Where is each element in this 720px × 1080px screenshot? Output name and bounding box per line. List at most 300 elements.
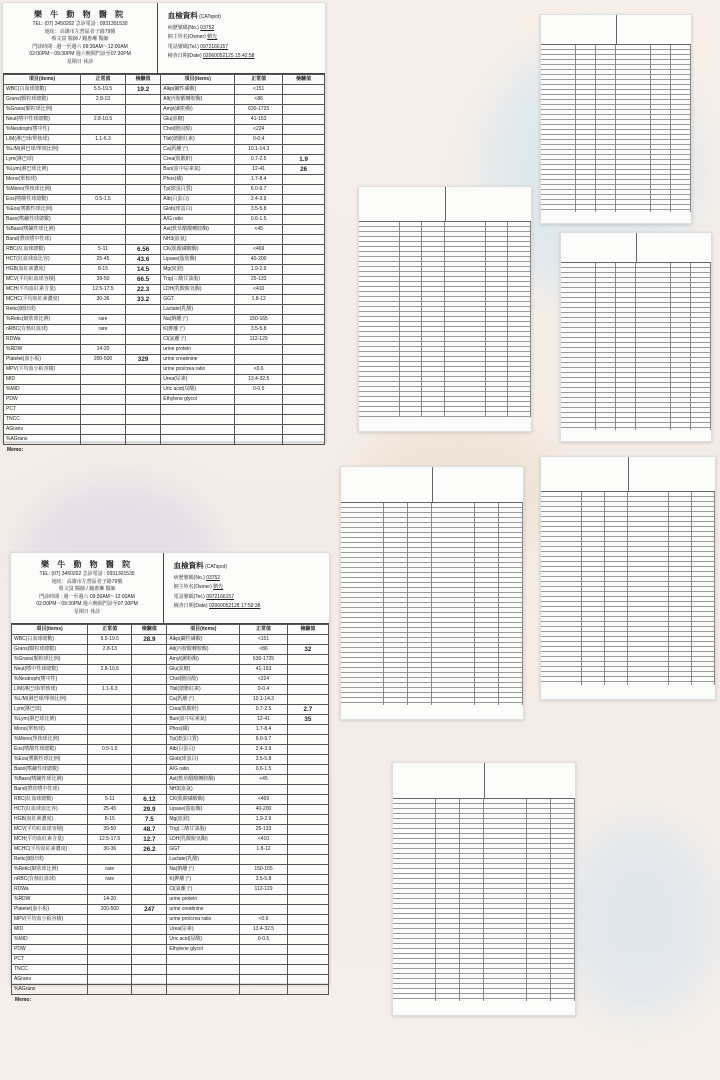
normal-range: rare bbox=[88, 864, 132, 874]
table-row bbox=[4, 204, 325, 214]
table-row bbox=[12, 724, 329, 734]
table-row bbox=[4, 374, 325, 384]
item-name: urine pro/crea ratio bbox=[167, 914, 240, 924]
table-row bbox=[12, 764, 329, 774]
test-value bbox=[125, 414, 160, 424]
normal-range bbox=[81, 204, 126, 214]
item-name: %AGrans bbox=[4, 434, 81, 444]
test-value bbox=[132, 654, 167, 664]
test-value bbox=[132, 914, 167, 924]
table-row bbox=[4, 394, 325, 404]
test-value bbox=[287, 924, 328, 934]
test-value bbox=[283, 174, 325, 184]
item-name: Urea(尿素) bbox=[161, 374, 235, 384]
test-value bbox=[287, 744, 328, 754]
table-row bbox=[12, 984, 329, 994]
normal-range: 1.1-6.3 bbox=[81, 134, 126, 144]
table-row bbox=[4, 114, 325, 124]
normal-range: 1.8-12 bbox=[235, 294, 283, 304]
item-name: Glob(球蛋白) bbox=[161, 204, 235, 214]
item-name: urine protein bbox=[161, 344, 235, 354]
table-row bbox=[4, 124, 325, 134]
item-name: Retic(網狀球) bbox=[12, 854, 88, 864]
normal-range: 112-129 bbox=[235, 334, 283, 344]
test-value bbox=[287, 844, 328, 854]
item-name: Ca(鈣離子) bbox=[161, 144, 235, 154]
normal-range: 1.1-6.3 bbox=[88, 684, 132, 694]
test-value bbox=[132, 764, 167, 774]
item-name: TNCC bbox=[12, 964, 88, 974]
table-header-row bbox=[12, 624, 329, 634]
normal-range: 12-41 bbox=[235, 164, 283, 174]
item-name: Urea(尿素) bbox=[167, 924, 240, 934]
test-value bbox=[287, 724, 328, 734]
normal-range bbox=[88, 714, 132, 724]
normal-range: 25-133 bbox=[240, 824, 288, 834]
clinic-info bbox=[3, 3, 158, 73]
test-value bbox=[287, 874, 328, 884]
test-value bbox=[283, 254, 325, 264]
item-name: Neut(嗜中性球總數) bbox=[12, 664, 88, 674]
item-name: Platelet(血小板) bbox=[4, 354, 81, 364]
table-row bbox=[4, 244, 325, 254]
clinic-hours-2: 02:00PM～09:30PM 週六晚間門診至07:30PM bbox=[36, 601, 138, 608]
normal-range: <410 bbox=[235, 284, 283, 294]
item-name: %Neutroph(嗜中性) bbox=[12, 674, 88, 684]
item-name: RDWa bbox=[12, 884, 88, 894]
normal-range bbox=[81, 394, 126, 404]
normal-range: rare bbox=[81, 314, 126, 324]
test-value bbox=[132, 874, 167, 884]
item-name: L/M(淋巴球/單核球) bbox=[4, 134, 81, 144]
normal-range bbox=[235, 404, 283, 414]
clinic-address: 地址：高雄市左營區者子路79號 bbox=[51, 578, 123, 585]
test-value bbox=[132, 644, 167, 654]
record-no-label: 病歷號碼(No.) bbox=[167, 24, 199, 31]
item-name: Baso(嗜鹼性球總數) bbox=[4, 214, 81, 224]
test-value bbox=[283, 124, 325, 134]
normal-range bbox=[235, 354, 283, 364]
normal-range bbox=[88, 974, 132, 984]
table-row bbox=[4, 224, 325, 234]
table-row bbox=[4, 354, 325, 364]
normal-range: 3.5-5.8 bbox=[235, 324, 283, 334]
normal-range: 13.4-32.5 bbox=[240, 924, 288, 934]
item-name: MID bbox=[12, 924, 88, 934]
column-header: 項目(items) bbox=[4, 74, 81, 84]
test-value bbox=[132, 784, 167, 794]
table-row bbox=[4, 424, 325, 434]
item-name bbox=[167, 954, 240, 964]
test-value bbox=[283, 424, 325, 434]
test-value bbox=[283, 244, 325, 254]
item-name: Phos(磷) bbox=[167, 724, 240, 734]
item-name: HGB(血紅素濃度) bbox=[4, 264, 81, 274]
normal-range: 0-0.5 bbox=[240, 934, 288, 944]
normal-range: 6.0-9.7 bbox=[240, 734, 288, 744]
item-name: AGrans bbox=[4, 424, 81, 434]
test-value bbox=[287, 964, 328, 974]
item-name: PCT bbox=[12, 954, 88, 964]
item-name: Amyl(澱粉酶) bbox=[167, 654, 240, 664]
test-value: 35 bbox=[287, 714, 328, 724]
normal-range: 200-500 bbox=[88, 904, 132, 914]
test-value: 22.3 bbox=[125, 284, 160, 294]
lab-report-thumbnail bbox=[560, 232, 712, 442]
normal-range bbox=[240, 944, 288, 954]
normal-range bbox=[240, 784, 288, 794]
normal-range bbox=[88, 934, 132, 944]
test-value: 6.56 bbox=[125, 244, 160, 254]
normal-range bbox=[240, 984, 288, 994]
item-name: nRBC(有核紅血球) bbox=[12, 874, 88, 884]
test-value bbox=[283, 344, 325, 354]
item-name: MCHC(平均血紅素濃度) bbox=[12, 844, 88, 854]
item-name bbox=[167, 984, 240, 994]
normal-range: 1.9-2.9 bbox=[240, 814, 288, 824]
item-name: Baso(嗜鹼性球總數) bbox=[12, 764, 88, 774]
normal-range: 3.5-5.8 bbox=[240, 754, 288, 764]
background-blob bbox=[560, 820, 720, 1020]
test-value bbox=[283, 144, 325, 154]
normal-range bbox=[240, 974, 288, 984]
normal-range: rare bbox=[88, 874, 132, 884]
normal-range bbox=[81, 164, 126, 174]
item-name: nRBC(有核紅血球) bbox=[4, 324, 81, 334]
item-name: Trig(三酸甘油脂) bbox=[167, 824, 240, 834]
thumbnail-content bbox=[561, 233, 711, 441]
normal-range: 40-200 bbox=[240, 804, 288, 814]
item-name bbox=[167, 974, 240, 984]
normal-range: 5-11 bbox=[81, 244, 126, 254]
table-row bbox=[12, 814, 329, 824]
item-name: MCH(平均血紅素含量) bbox=[4, 284, 81, 294]
normal-range: 2.8-13 bbox=[81, 94, 126, 104]
test-value bbox=[287, 894, 328, 904]
normal-range bbox=[88, 704, 132, 714]
item-name: Alt(丙胺酸轉胺酶) bbox=[167, 644, 240, 654]
test-value: 43.6 bbox=[125, 254, 160, 264]
normal-range bbox=[81, 224, 126, 234]
test-value bbox=[287, 794, 328, 804]
item-name: K(鉀離子) bbox=[167, 874, 240, 884]
item-name bbox=[167, 964, 240, 974]
date-label: 檢查日期(Date) bbox=[173, 603, 208, 610]
normal-range: 1.7-8.4 bbox=[240, 724, 288, 734]
normal-range: <86 bbox=[235, 94, 283, 104]
item-name: Trig(三酸甘油脂) bbox=[161, 274, 235, 284]
thumbnail-content bbox=[393, 763, 575, 1015]
lab-report-thumbnail bbox=[392, 762, 576, 1016]
item-name: Chol(膽固醇) bbox=[167, 674, 240, 684]
clinic-hours: 門診時間 : 週一至週六 09:30AM～12:00AM bbox=[32, 43, 128, 50]
test-value bbox=[287, 954, 328, 964]
normal-range: 10.1-14.3 bbox=[235, 144, 283, 154]
normal-range bbox=[88, 964, 132, 974]
item-name: %Eos(嗜酸性球比例) bbox=[12, 754, 88, 764]
test-value bbox=[132, 954, 167, 964]
normal-range bbox=[81, 214, 126, 224]
test-value bbox=[283, 264, 325, 274]
item-name: Cl(氯離子) bbox=[167, 884, 240, 894]
normal-range: 630-1725 bbox=[240, 654, 288, 664]
item-name: Uric acid(尿酸) bbox=[167, 934, 240, 944]
table-row bbox=[4, 364, 325, 374]
test-value bbox=[132, 714, 167, 724]
column-header: 正常值 bbox=[235, 74, 283, 84]
table-row bbox=[4, 434, 325, 444]
clinic-address: 地址：高雄市左營區者子路79號 bbox=[44, 28, 116, 35]
item-name: %Baso(嗜鹼性球比例) bbox=[4, 224, 81, 234]
test-value bbox=[132, 884, 167, 894]
normal-range: 40-200 bbox=[235, 254, 283, 264]
normal-range: 0.7-2.5 bbox=[235, 154, 283, 164]
item-name: Glob(球蛋白) bbox=[167, 754, 240, 764]
normal-range: 41-153 bbox=[235, 114, 283, 124]
normal-range bbox=[81, 184, 126, 194]
table-row bbox=[12, 804, 329, 814]
table-row bbox=[12, 904, 329, 914]
normal-range bbox=[81, 404, 126, 414]
test-value bbox=[283, 194, 325, 204]
normal-range: 3.5-5.8 bbox=[240, 874, 288, 884]
test-value bbox=[283, 114, 325, 124]
item-name: Lipase(脂肪酶) bbox=[161, 254, 235, 264]
item-name: K(鉀離子) bbox=[161, 324, 235, 334]
normal-range: <0.6 bbox=[235, 364, 283, 374]
test-value bbox=[283, 94, 325, 104]
test-value bbox=[283, 184, 325, 194]
item-name: Cl(氯離子) bbox=[161, 334, 235, 344]
table-row bbox=[12, 754, 329, 764]
test-value: 26.2 bbox=[132, 844, 167, 854]
item-name: PDW bbox=[12, 944, 88, 954]
table-header-row bbox=[4, 74, 325, 84]
normal-range: <151 bbox=[240, 634, 288, 644]
test-value bbox=[125, 364, 160, 374]
test-value: 14.5 bbox=[125, 264, 160, 274]
item-name: Tbil(總膽紅素) bbox=[167, 684, 240, 694]
test-value bbox=[283, 364, 325, 374]
test-value bbox=[125, 204, 160, 214]
column-header: 項目(items) bbox=[161, 74, 235, 84]
item-name: Tp(總蛋白質) bbox=[167, 734, 240, 744]
column-header: 檢驗值 bbox=[283, 74, 325, 84]
test-value bbox=[283, 434, 325, 444]
test-value bbox=[132, 984, 167, 994]
test-value bbox=[132, 704, 167, 714]
table-row bbox=[12, 974, 329, 984]
normal-range: 12.5-17.5 bbox=[88, 834, 132, 844]
normal-range: 5.5-19.5 bbox=[81, 84, 126, 94]
owner-value: 劉先 bbox=[207, 34, 218, 41]
column-header: 正常值 bbox=[81, 74, 126, 84]
test-value bbox=[125, 184, 160, 194]
normal-range bbox=[88, 694, 132, 704]
item-name: Crea(肌酸酐) bbox=[167, 704, 240, 714]
test-value bbox=[125, 134, 160, 144]
normal-range: 0-0.4 bbox=[235, 134, 283, 144]
normal-range: 39-50 bbox=[88, 824, 132, 834]
report-title-en: (CATspot) bbox=[205, 564, 227, 571]
table-row bbox=[12, 784, 329, 794]
normal-range bbox=[235, 234, 283, 244]
table-row bbox=[4, 334, 325, 344]
test-value bbox=[132, 924, 167, 934]
table-row bbox=[4, 294, 325, 304]
test-value bbox=[132, 864, 167, 874]
normal-range bbox=[88, 854, 132, 864]
lab-report-thumbnail bbox=[358, 186, 532, 432]
item-name: MPV(平均血小板容積) bbox=[4, 364, 81, 374]
test-value: 66.5 bbox=[125, 274, 160, 284]
test-value: 28.9 bbox=[132, 634, 167, 644]
report-meta bbox=[164, 553, 329, 623]
item-name: LDH(乳酸脫氫酶) bbox=[161, 284, 235, 294]
normal-range: 13.4-32.5 bbox=[235, 374, 283, 384]
date-value: 02060052128 17:59:38 bbox=[208, 603, 261, 610]
test-value: 29.9 bbox=[132, 804, 167, 814]
item-name: Alkp(鹼性磷酸) bbox=[167, 634, 240, 644]
table-row bbox=[12, 674, 329, 684]
table-row bbox=[12, 894, 329, 904]
normal-range bbox=[240, 964, 288, 974]
normal-range: 630-1725 bbox=[235, 104, 283, 114]
test-value bbox=[132, 964, 167, 974]
table-row bbox=[4, 144, 325, 154]
item-name: urine creatinine bbox=[167, 904, 240, 914]
normal-range bbox=[88, 734, 132, 744]
normal-range bbox=[88, 674, 132, 684]
test-value bbox=[287, 834, 328, 844]
item-name: GGT bbox=[167, 844, 240, 854]
test-value: 2.7 bbox=[287, 704, 328, 714]
table-row bbox=[12, 744, 329, 754]
item-name: Mono(單核球) bbox=[4, 174, 81, 184]
normal-range bbox=[88, 774, 132, 784]
test-value bbox=[132, 894, 167, 904]
table-row bbox=[4, 274, 325, 284]
item-name: Platelet(血小板) bbox=[12, 904, 88, 914]
normal-range bbox=[240, 854, 288, 864]
test-value bbox=[132, 934, 167, 944]
normal-range bbox=[81, 154, 126, 164]
item-name: %MID bbox=[12, 934, 88, 944]
normal-range bbox=[81, 364, 126, 374]
item-name: PCT bbox=[4, 404, 81, 414]
normal-range bbox=[81, 174, 126, 184]
thumbnail-content bbox=[541, 457, 715, 699]
table-row bbox=[12, 964, 329, 974]
test-value bbox=[287, 774, 328, 784]
test-value: 19.2 bbox=[125, 84, 160, 94]
normal-range: 112-129 bbox=[240, 884, 288, 894]
column-header: 檢驗值 bbox=[132, 624, 167, 634]
normal-range: 41-153 bbox=[240, 664, 288, 674]
item-name: MID bbox=[4, 374, 81, 384]
item-name: PDW bbox=[4, 394, 81, 404]
lab-report-thumbnail bbox=[540, 456, 716, 700]
item-name: A/G ratio bbox=[167, 764, 240, 774]
column-header: 正常值 bbox=[240, 624, 288, 634]
normal-range bbox=[81, 384, 126, 394]
test-value bbox=[125, 144, 160, 154]
item-name: %Retic(網狀球比例) bbox=[12, 864, 88, 874]
normal-range bbox=[81, 424, 126, 434]
table-row bbox=[4, 254, 325, 264]
table-row bbox=[12, 844, 329, 854]
lab-report-thumbnail bbox=[340, 466, 524, 720]
normal-range: 200-500 bbox=[81, 354, 126, 364]
test-value bbox=[283, 334, 325, 344]
table-row bbox=[4, 324, 325, 334]
table-row bbox=[12, 824, 329, 834]
item-name: urine creatinine bbox=[161, 354, 235, 364]
test-value bbox=[287, 634, 328, 644]
test-value bbox=[283, 274, 325, 284]
clinic-name: 樂 牛 動 物 醫 院 bbox=[41, 560, 134, 570]
normal-range: 0-0.5 bbox=[235, 384, 283, 394]
table-row bbox=[12, 684, 329, 694]
item-name: %RDW bbox=[4, 344, 81, 354]
table-row bbox=[12, 644, 329, 654]
item-name: RBC(紅血球總數) bbox=[12, 794, 88, 804]
item-name: Bun(血中尿素氮) bbox=[167, 714, 240, 724]
normal-range bbox=[235, 304, 283, 314]
test-value bbox=[132, 974, 167, 984]
thumbnail-content bbox=[359, 187, 531, 431]
column-header: 項目(items) bbox=[12, 624, 88, 634]
item-name: %Lym(淋巴球比例) bbox=[4, 164, 81, 174]
normal-range: 0.5-1.5 bbox=[88, 744, 132, 754]
test-value bbox=[125, 424, 160, 434]
normal-range: 2.4-3.9 bbox=[235, 194, 283, 204]
test-value bbox=[283, 394, 325, 404]
table-row bbox=[12, 914, 329, 924]
table-row bbox=[4, 84, 325, 94]
table-row bbox=[12, 834, 329, 844]
test-value bbox=[287, 684, 328, 694]
test-value bbox=[287, 734, 328, 744]
item-name: Band(帶狀嗜中性球) bbox=[12, 784, 88, 794]
normal-range: 5-11 bbox=[88, 794, 132, 804]
item-name: Glu(血糖) bbox=[167, 664, 240, 674]
test-value bbox=[283, 384, 325, 394]
item-name: MCV(平均紅血球容積) bbox=[4, 274, 81, 284]
normal-range: 10.1-14.3 bbox=[240, 694, 288, 704]
test-value bbox=[283, 374, 325, 384]
record-no-label: 病歷號碼(No.) bbox=[173, 574, 205, 581]
test-value bbox=[125, 404, 160, 414]
normal-range bbox=[81, 304, 126, 314]
table-row bbox=[12, 854, 329, 864]
test-value bbox=[125, 224, 160, 234]
normal-range: <469 bbox=[240, 794, 288, 804]
test-value bbox=[283, 414, 325, 424]
test-value bbox=[125, 194, 160, 204]
normal-range: 12.5-17.5 bbox=[81, 284, 126, 294]
normal-range bbox=[81, 434, 126, 444]
item-name: Chol(膽固醇) bbox=[161, 124, 235, 134]
test-value: 48.7 bbox=[132, 824, 167, 834]
test-value: 329 bbox=[125, 354, 160, 364]
table-row bbox=[4, 174, 325, 184]
test-value bbox=[125, 214, 160, 224]
table-row bbox=[4, 284, 325, 294]
normal-range bbox=[235, 394, 283, 404]
normal-range: 8-15 bbox=[81, 264, 126, 274]
test-value bbox=[287, 654, 328, 664]
